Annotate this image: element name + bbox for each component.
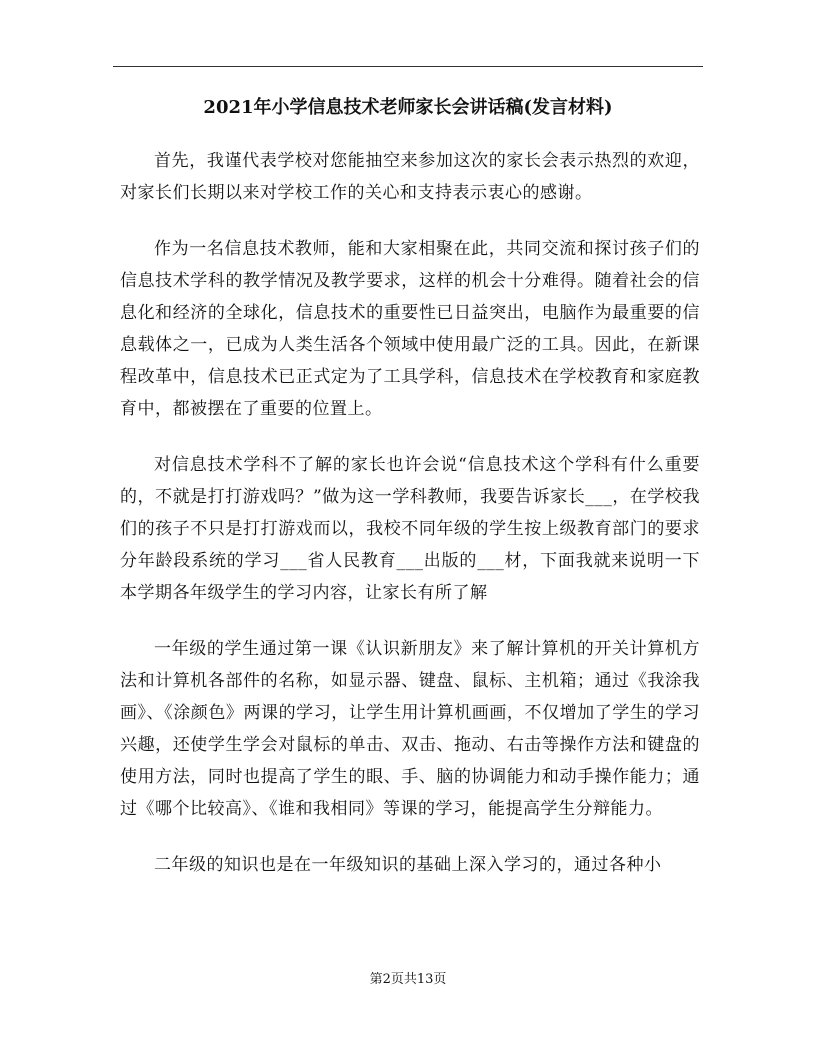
header-rule [113, 66, 703, 67]
paragraph-5: 二年级的知识也是在一年级知识的基础上深入学习的，通过各种小 [154, 855, 662, 875]
paragraph-4: 一年级的学生通过第一课《认识新朋友》来了解计算机的开关计算机方法和计算机各部件的名称，如显示器、键盘、鼠标、主机箱；通过《我涂我画》、《涂颜色》两课的学习，让学生用计算机画画，不仅增加了学生的学习兴趣，还使学生学会对鼠标的单击、双击、拖动、右击等操作方法和键盘的使用方法，同时也提高了学生的眼、手、脑的协调能力和动手操作能力；通过《哪个比较高》、《谁和我相同》等课的学习，能提高学生分辩能力。 [120, 639, 700, 819]
document-title: 2021年小学信息技术老师家长会讲话稿(发言材料) [203, 97, 613, 118]
paragraph-2: 作为一名信息技术教师，能和大家相聚在此，共同交流和探讨孩子们的信息技术学科的教学情况及教学要求，这样的机会十分难得。随着社会的信息化和经济的全球化，信息技术的重要性已日益突出，电脑作为最重要的信息载体之一，已成为人类生活各个领域中使用最广泛的工具。因此，在新课程改革中，信息技术已正式定为了工具学科，信息技术在学校教育和家庭教育中，都被摆在了重要的位置上。 [120, 239, 700, 419]
page-number-footer: 第2页共13页 [369, 972, 447, 987]
paragraph-1: 首先，我谨代表学校对您能抽空来参加这次的家长会表示热烈的欢迎，对家长们长期以来对学校工作的关心和支持表示衷心的感谢。 [120, 151, 700, 203]
document-body [120, 145, 700, 905]
paragraph-3: 对信息技术学科不了解的家长也许会说“信息技术这个学科有什么重要的，不就是打打游戏吗？”做为这一学科教师，我要告诉家长___，在学校我们的孩子不只是打打游戏而以，我校不同年级的学生按上级教育部门的要求分年龄段系统的学习___省人民教育___出版的___材，下面我就来说明一下本学期各年级学生的学习内容，让家长有所了解 [120, 455, 700, 603]
